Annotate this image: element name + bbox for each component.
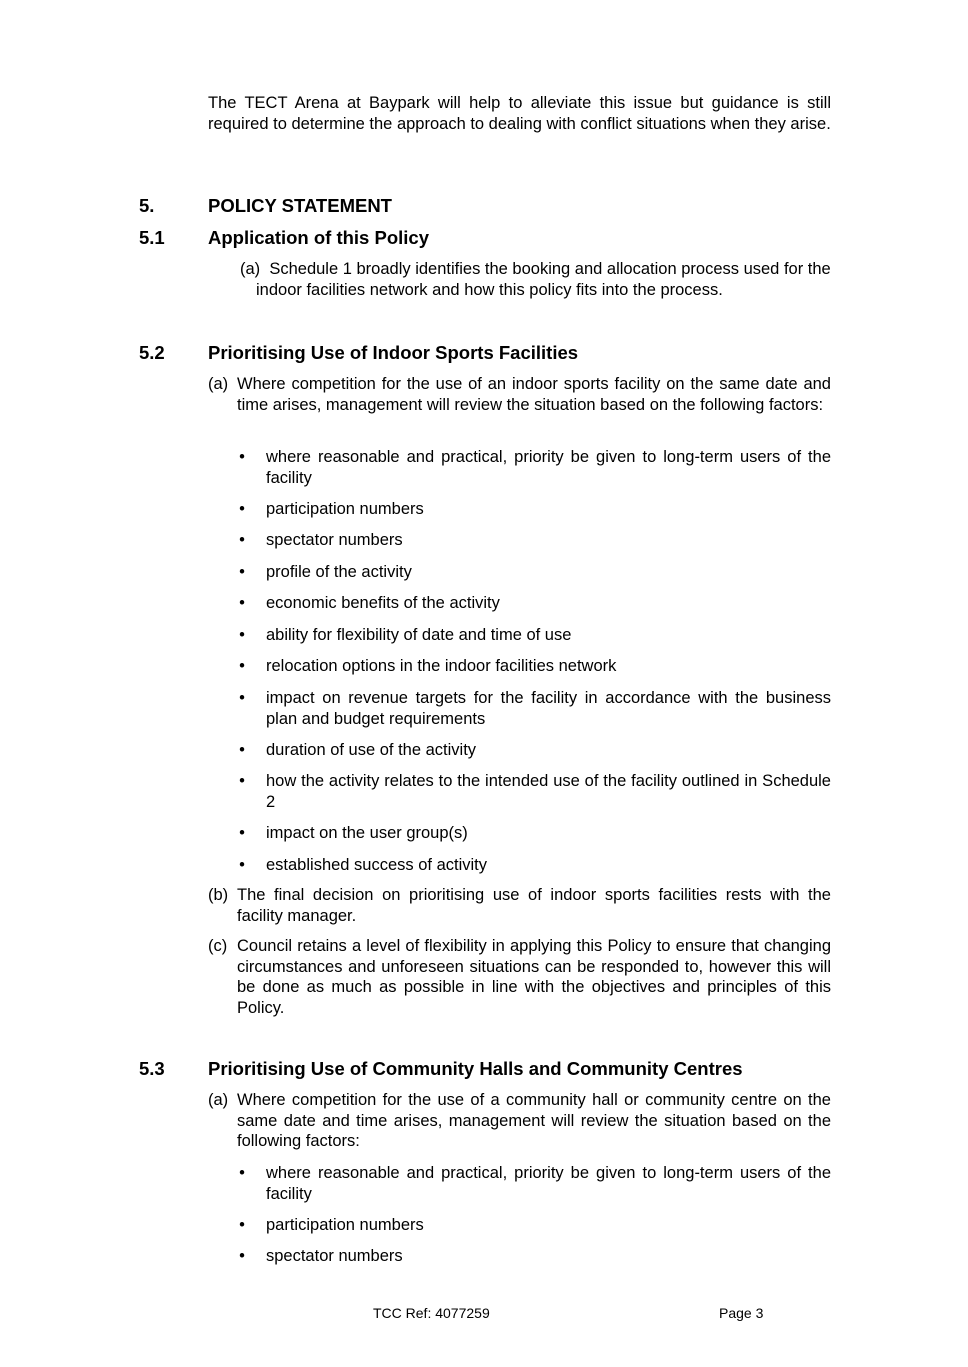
bullet-icon: • xyxy=(239,531,245,549)
bullet-icon: • xyxy=(239,448,245,466)
bullet-item: • spectator numbers xyxy=(236,1246,831,1267)
bullet-item: • impact on revenue targets for the facility in accordance with the business plan and budget requirements xyxy=(236,688,831,729)
bullet-icon: • xyxy=(239,1216,245,1234)
item-text: Where competition for the use of an indoor sports facility on the same date and time arises, management will review the situation based on the following factors: xyxy=(237,375,831,414)
section-5-2-item-a xyxy=(208,374,831,415)
bullet-icon: • xyxy=(239,657,245,675)
section-5-2-title: Prioritising Use of Indoor Sports Facilities xyxy=(208,342,579,363)
footer-ref: TCC Ref: 4077259 xyxy=(373,1305,490,1321)
bullet-item: • relocation options in the indoor facilities network xyxy=(236,656,831,677)
bullet-item: • duration of use of the activity xyxy=(236,740,831,761)
bullet-item: • established success of activity xyxy=(236,855,831,876)
bullet-icon: • xyxy=(239,824,245,842)
bullet-item: • ability for flexibility of date and time of use xyxy=(236,625,831,646)
section-5-number: 5. xyxy=(139,195,155,216)
bullet-item: • participation numbers xyxy=(236,1215,831,1236)
section-5-1-item-a xyxy=(208,259,831,300)
item-text: Where competition for the use of a community hall or community centre on the same date and time arises, management will review the situation based on the following factors: xyxy=(237,1091,831,1150)
section-5-3-title: Prioritising Use of Community Halls and Community Centres xyxy=(208,1058,743,1079)
bullet-item: • economic benefits of the activity xyxy=(236,593,831,614)
item-text: The final decision on prioritising use of indoor sports facilities rests with the facility manager. xyxy=(237,886,831,925)
bullet-item: • spectator numbers xyxy=(236,530,831,551)
bullet-item: • impact on the user group(s) xyxy=(236,823,831,844)
item-label: (a) xyxy=(208,375,229,393)
section-5-3-number: 5.3 xyxy=(139,1058,165,1079)
section-5-1-title: Application of this Policy xyxy=(208,227,429,248)
section-5-2-number: 5.2 xyxy=(139,342,165,363)
bullet-item: • participation numbers xyxy=(236,499,831,520)
bullet-icon: • xyxy=(239,500,245,518)
bullet-icon: • xyxy=(239,741,245,759)
section-5-3-item-a xyxy=(208,1090,831,1152)
bullet-icon: • xyxy=(239,563,245,581)
bullet-icon: • xyxy=(239,856,245,874)
item-text: Council retains a level of flexibility in applying this Policy to ensure that changing circumstances and unforeseen situations can be responded to, however this will be done as much as possible in line with the objectives and principles of this Policy. xyxy=(237,937,831,1017)
bullet-item: • profile of the activity xyxy=(236,562,831,583)
footer-page-number: Page 3 xyxy=(719,1305,764,1321)
bullet-icon: • xyxy=(239,594,245,612)
bullet-item: • how the activity relates to the intended use of the facility outlined in Schedule 2 xyxy=(236,771,831,812)
bullet-item: • where reasonable and practical, priority be given to long-term users of the facility xyxy=(236,1163,831,1204)
intro-paragraph: The TECT Arena at Baypark will help to alleviate this issue but guidance is still required to determine the approach to dealing with conflict situations when they arise. xyxy=(208,94,831,133)
item-label: (b) xyxy=(208,886,229,904)
item-text: Schedule 1 broadly identifies the booking and allocation process used for the indoor facilities network and how this policy fits into the process. xyxy=(256,260,831,299)
bullet-icon: • xyxy=(239,1247,245,1265)
item-label: (c) xyxy=(208,937,228,955)
section-5-1-number: 5.1 xyxy=(139,227,165,248)
item-label: (a) xyxy=(208,1091,229,1109)
section-5-title: POLICY STATEMENT xyxy=(208,195,392,216)
bullet-icon: • xyxy=(239,772,245,790)
item-label: (a) xyxy=(240,260,261,278)
bullet-icon: • xyxy=(239,1164,245,1182)
bullet-item: • where reasonable and practical, priority be given to long-term users of the facility xyxy=(236,447,831,488)
bullet-icon: • xyxy=(239,626,245,644)
section-5-2-item-b xyxy=(208,885,831,926)
bullet-icon: • xyxy=(239,689,245,707)
section-5-2-item-c xyxy=(208,936,831,1018)
